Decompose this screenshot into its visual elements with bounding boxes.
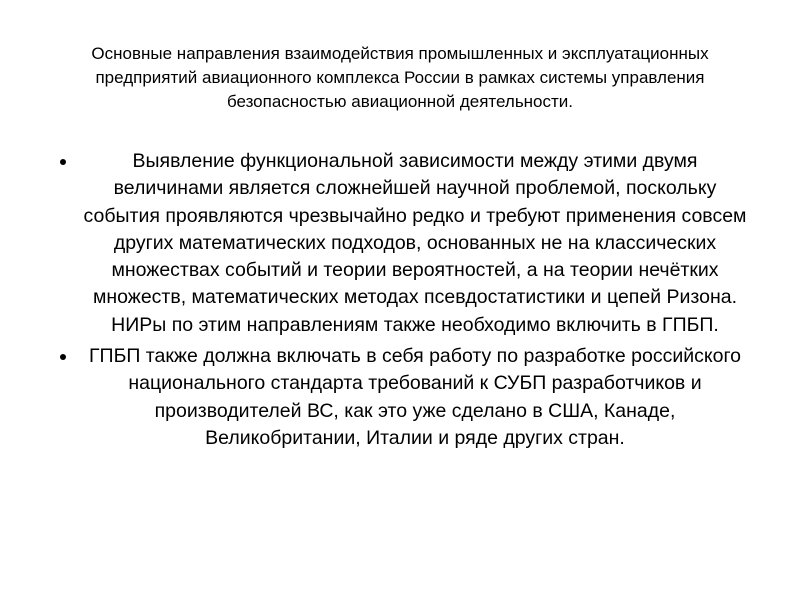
bullet-paragraph: НИРы по этим направлениям также необходимо включить в ГПБП. (111, 313, 719, 336)
bullet-dot-icon (60, 159, 66, 165)
bullet-list (52, 148, 752, 456)
bullet-item-2 (52, 343, 752, 452)
bullet-paragraph: Выявление функциональной зависимости между этими двумя величинами является сложнейшей научной проблемой, поскольку события проявляются чрезвычайно редко и требуют применения совсем других математических подходов, основанных не на классических множествах событий и теории вероятностей, а на теории нечётких множеств, математических методах псевдостатистики и цепей Ризона. (83, 150, 747, 309)
slide-title: Основные направления взаимодействия промышленных и эксплуатационных предприятий авиационного комплекса России в рамках системы управления безопасностью авиационной деятельности. (91, 44, 709, 111)
bullet-text (78, 343, 752, 452)
bullet-dot-icon (60, 354, 66, 360)
bullet-paragraph: ГПБП также должна включать в себя работу по разработке российского национального стандарта требований к СУБП разработчиков и производителей ВС, как это уже сделано в США, Канаде, Великобритании, Италии и ряде других стран. (89, 345, 741, 449)
bullet-text (78, 148, 752, 339)
bullet-item-1 (52, 148, 752, 339)
